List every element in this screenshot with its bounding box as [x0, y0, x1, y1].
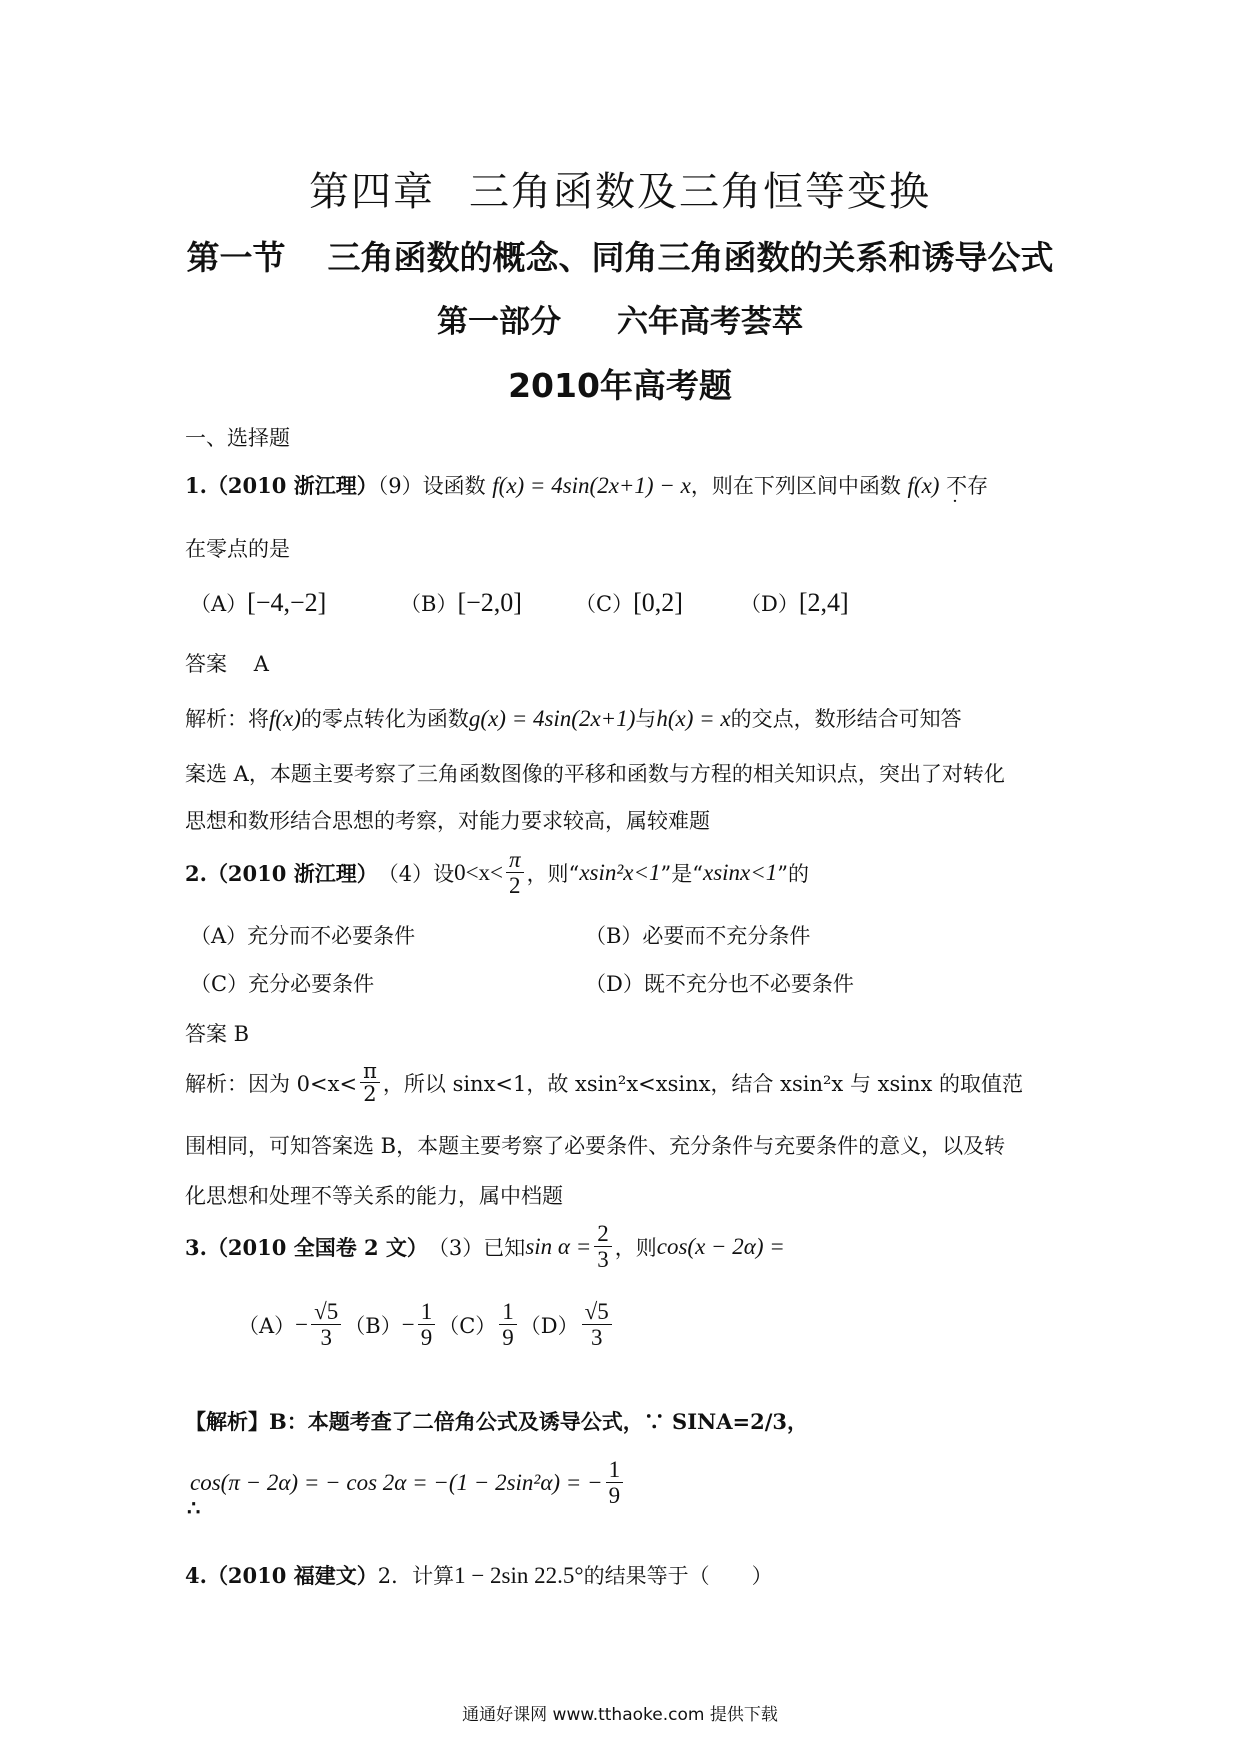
q3-option-d-label: （D）	[519, 1314, 579, 1339]
q1-analysis-line-3: 思想和数形结合思想的考察，对能力要求较高，属较难题	[185, 809, 710, 833]
q3-option-a-minus: −	[295, 1312, 309, 1338]
q1-option-a-value: [−4,−2]	[247, 588, 327, 617]
q2-number: 2.	[185, 860, 207, 886]
q1-analysis-label: 解析：将	[185, 707, 269, 731]
q2-analysis-text-1: 解析：因为 0<x<	[185, 1072, 358, 1097]
q3-option-a-value	[311, 1300, 341, 1350]
q3-option-c-value	[499, 1300, 517, 1350]
q2-analysis-line-1	[185, 1060, 1023, 1106]
therefore-symbol: ∴	[187, 1495, 201, 1520]
question-4-line-1	[185, 1560, 773, 1590]
q4-source: （2010 福建文）	[206, 1563, 378, 1588]
q3-option-b-minus: −	[401, 1312, 415, 1338]
q1-analysis-line-1	[185, 703, 962, 733]
q1-option-c-value: [0,2]	[633, 588, 683, 617]
chapter-number: 第四章	[309, 169, 435, 215]
q2-analysis-line-3: 化思想和处理不等关系的能力，属中档题	[185, 1184, 563, 1208]
q3-number: 3.	[185, 1234, 207, 1260]
part-heading	[0, 296, 1240, 341]
q1-option-b	[400, 588, 522, 618]
q3-analysis: 【解析】B：本题考查了二倍角公式及诱导公式，∵ SINA=2/3，	[185, 1409, 809, 1434]
q1-mid: ，则在下列区间中函数	[690, 474, 901, 498]
q2-text-3: ”的	[777, 862, 810, 887]
q1-answer	[185, 648, 269, 678]
page-footer: 通通好课网 www.tthaoke.com 提供下载	[462, 1705, 778, 1725]
q2-text-2: ”是“	[660, 862, 703, 887]
q1-option-b-value: [−2,0]	[457, 588, 522, 617]
q1-option-a-label: （A）	[190, 592, 248, 616]
q1-emphasis-not: 不	[946, 474, 968, 498]
q3-option-b-label: （B）	[344, 1314, 402, 1339]
q1-answer-label: 答案	[185, 652, 227, 676]
section-label: 一、选择题	[185, 426, 290, 450]
question-2-line-1	[185, 848, 809, 898]
q3-option-b-den: 9	[420, 1325, 433, 1351]
q2-analysis-line-2: 围相同，可知答案选 B，本题主要考察了必要条件、充分条件与充要条件的意义，以及转	[185, 1134, 1006, 1158]
q1-analysis-text-2: 与	[635, 707, 657, 731]
q1-option-d-value: [2,4]	[798, 588, 849, 617]
q4-text-2: 的结果等于（ ）	[583, 1564, 773, 1588]
q1-option-c-label: （C）	[575, 592, 634, 616]
section-number: 第一节	[186, 238, 286, 277]
section-title: 三角函数的概念、同角三角函数的关系和诱导公式	[327, 238, 1054, 277]
q3-option-d-value	[582, 1300, 612, 1350]
q2-analysis-text-2: ，所以 sinx<1，故 xsin²x<xsinx，结合 xsin²x 与 xsinx 的取值范	[382, 1072, 1024, 1097]
q3-option-d-den: 3	[590, 1325, 603, 1351]
q3-option-a-den: 3	[320, 1325, 332, 1351]
q2-expression-1: xsin²x<1	[579, 860, 661, 886]
q1-option-d-label: （D）	[740, 592, 799, 616]
q1-analysis-hx: h(x) = x	[656, 706, 731, 731]
q1-analysis-gx: g(x) = 4sin(2x+1)	[468, 706, 636, 731]
q3-option-b-num: 1	[418, 1300, 436, 1325]
q1-option-c	[575, 588, 683, 618]
q3-option-a-label: （A）	[238, 1314, 296, 1339]
q1-option-b-label: （B）	[400, 592, 458, 616]
q1-function: f(x) = 4sin(2x+1) − x	[492, 473, 691, 498]
q2-sub: （4）设	[377, 862, 455, 887]
chapter-heading	[0, 160, 1240, 217]
q3-option-b-value	[418, 1300, 436, 1350]
q2-analysis-frac-num: π	[360, 1060, 380, 1083]
q1-option-a	[190, 588, 326, 618]
q2-expression-2: xsinx<1	[702, 860, 778, 886]
chapter-title: 三角函数及三角恒等变换	[469, 169, 931, 215]
q1-source: （2010 浙江理）	[206, 473, 378, 498]
q2-option-b: （B）必要而不充分条件	[585, 924, 811, 948]
q2-analysis-pi-over-2	[360, 1060, 380, 1106]
q3-frac-den: 3	[597, 1247, 609, 1273]
q3-source: （2010 全国卷 2 文）	[206, 1235, 428, 1261]
q1-answer-value: A	[253, 652, 269, 676]
q3-sub: （3）已知	[427, 1236, 526, 1261]
q1-analysis-fx: f(x)	[269, 706, 301, 731]
q3-formula-expression: cos(π − 2α) = − cos 2α = −(1 − 2sin²α) = −	[190, 1470, 603, 1496]
q1-analysis-line-2: 案选 A，本题主要考察了三角函数图像的平移和函数与方程的相关知识点，突出了对转化	[185, 762, 1005, 786]
q1-analysis-text-1: 的零点转化为函数	[300, 707, 469, 731]
q1-option-d	[740, 588, 849, 618]
q3-formula-num: 1	[606, 1458, 624, 1483]
q3-option-c-label: （C）	[438, 1314, 497, 1339]
q3-frac-num: 2	[594, 1222, 612, 1247]
q2-frac-den: 2	[509, 873, 521, 899]
q1-analysis-text-3: 的交点，数形结合可知答	[730, 707, 962, 731]
q3-text: ，则	[614, 1236, 657, 1261]
q2-option-d: （D）既不充分也不必要条件	[585, 972, 854, 996]
q3-fraction	[594, 1222, 612, 1272]
question-1-line-1	[185, 470, 988, 500]
q2-condition: 0<x<	[454, 860, 504, 886]
q1-emphasis-exist: 存	[967, 474, 989, 498]
q3-cos-expression: cos(x − 2α) =	[656, 1234, 785, 1260]
part-title: 六年高考荟萃	[617, 304, 803, 340]
q2-frac-num: π	[506, 848, 524, 873]
q1-sub: （9）设函数	[377, 474, 486, 498]
q3-options	[238, 1300, 615, 1350]
q3-formula-den: 9	[608, 1483, 621, 1509]
q2-option-a: （A）充分而不必要条件	[190, 924, 416, 948]
q3-option-a-num: √5	[311, 1300, 341, 1325]
q2-option-c: （C）充分必要条件	[190, 972, 375, 996]
part-number: 第一部分	[437, 304, 561, 340]
q3-formula-fraction	[606, 1458, 624, 1508]
question-1-line-2: 在零点的是	[185, 537, 290, 561]
q2-analysis-frac-den: 2	[363, 1082, 377, 1107]
q3-sin-alpha: sin α =	[525, 1234, 592, 1260]
year-heading: 2010年高考题	[508, 366, 732, 405]
q3-option-c-num: 1	[499, 1300, 517, 1325]
q3-option-c-den: 9	[502, 1325, 514, 1351]
question-3-line-1	[185, 1222, 785, 1272]
q2-source: （2010 浙江理）	[206, 861, 378, 887]
q2-pi-over-2	[506, 848, 524, 898]
q2-text-1: ，则“	[526, 862, 580, 887]
q4-expression: 1 − 2sin 22.5°	[454, 1563, 584, 1588]
q3-option-d-num: √5	[582, 1300, 612, 1325]
q4-number: 4.	[185, 1563, 207, 1588]
section-heading	[0, 232, 1240, 279]
q1-fx: f(x)	[907, 473, 940, 498]
q3-formula	[190, 1458, 626, 1508]
q2-answer: 答案 B	[185, 1022, 250, 1046]
q1-number: 1.	[185, 473, 207, 498]
q4-text-1: 2．计算	[377, 1564, 455, 1588]
